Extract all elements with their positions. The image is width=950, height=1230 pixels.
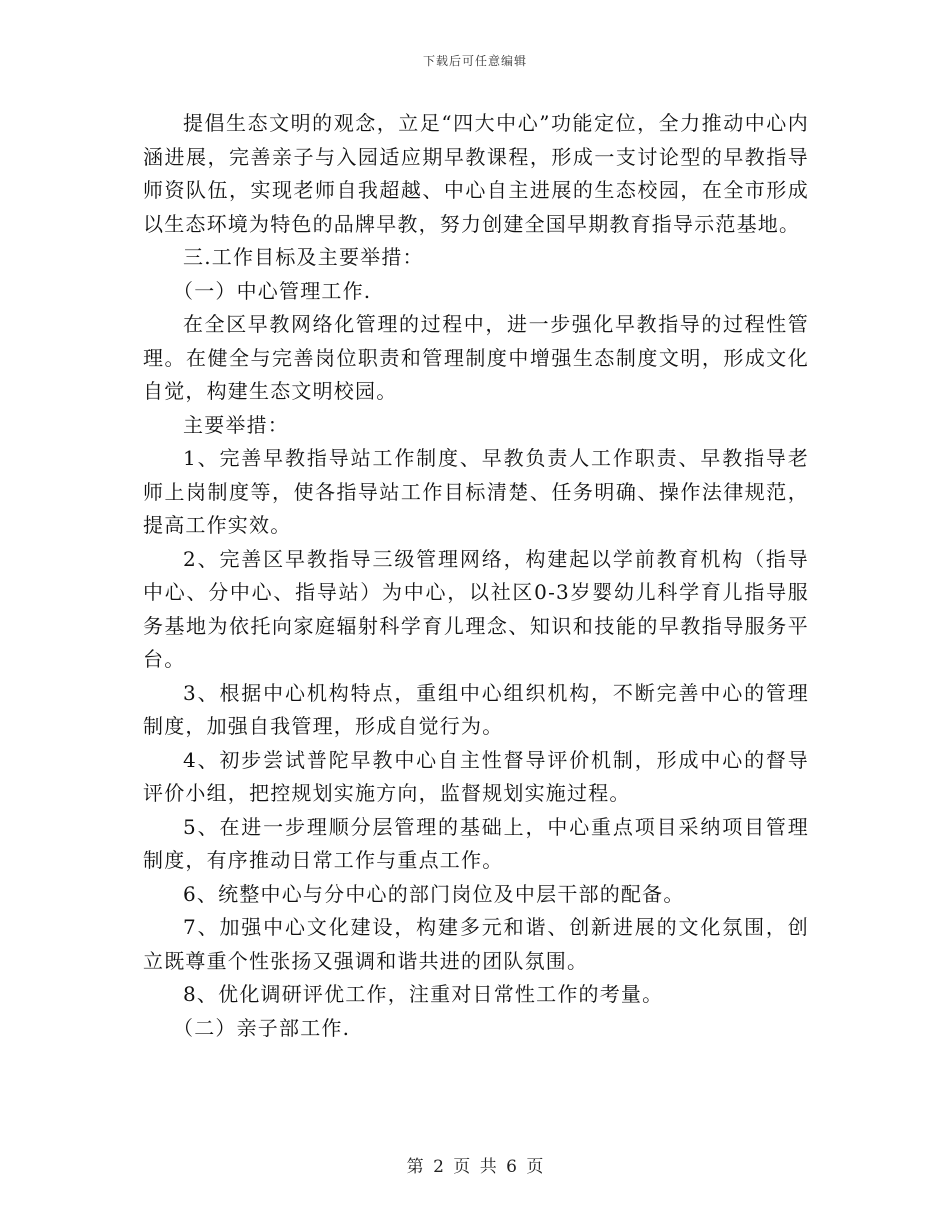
measure-item-2: 2、完善区早教指导三级管理网络，构建起以学前教育机构（指导中心、分中心、指导站）为中心，以社区0-3岁婴幼儿科学育儿指导服务基地为依托向家庭辐射科学育儿理念、知识和技能的早教指导服务平台。: [143, 546, 809, 671]
measure-item-1: 1、完善早教指导站工作制度、早教负责人工作职责、早教指导老师上岗制度等，使各指导站工作目标清楚、任务明确、操作法律规范，提高工作实效。: [143, 446, 809, 537]
measure-item-5: 5、在进一步理顺分层管理的基础上，中心重点项目采纳项目管理制度，有序推动日常工作与重点工作。: [143, 814, 809, 872]
subsection-heading-parent-child: （二）亲子部工作.: [173, 1015, 351, 1040]
page-number-footer: 第 2 页 共 6 页: [406, 1157, 544, 1177]
measure-item-3: 3、根据中心机构特点，重组中心组织机构，不断完善中心的管理制度，加强自我管理，形成自觉行为。: [143, 680, 809, 738]
paragraph-intro: 提倡生态文明的观念，立足“四大中心”功能定位，全力推动中心内涵进展，完善亲子与入园适应期早教课程，形成一支讨论型的早教指导师资队伍，实现老师自我超越、中心自主进展的生态校园，在全市形成以生态环境为特色的品牌早教，努力创建全国早期教育指导示范基地。: [143, 111, 809, 236]
measure-item-7: 7、加强中心文化建设，构建多元和谐、创新进展的文化氛围，创立既尊重个性张扬又强调和谐共进的团队氛围。: [143, 915, 809, 973]
document-body: [143, 107, 809, 1045]
measure-item-4: 4、初步尝试普陀早教中心自主性督导评价机制，形成中心的督导评价小组，把控规划实施方向，监督规划实施过程。: [143, 747, 809, 805]
measure-item-8: 8、优化调研评优工作，注重对日常性工作的考量。: [183, 982, 664, 1006]
measures-heading: 主要举措：: [183, 412, 289, 437]
measure-item-6: 6、统整中心与分中心的部门岗位及中层干部的配备。: [183, 881, 685, 906]
subsection-heading-center-management: （一）中心管理工作.: [173, 278, 372, 303]
paragraph-management-overview: 在全区早教网络化管理的过程中，进一步强化早教指导的过程性管理。在健全与完善岗位职责和管理制度中增强生态制度文明，形成文化自觉，构建生态文明校园。: [143, 312, 809, 403]
page-header-note: 下载后可任意编辑: [422, 54, 527, 68]
section-heading-goals: 三.工作目标及主要举措：: [183, 245, 424, 269]
